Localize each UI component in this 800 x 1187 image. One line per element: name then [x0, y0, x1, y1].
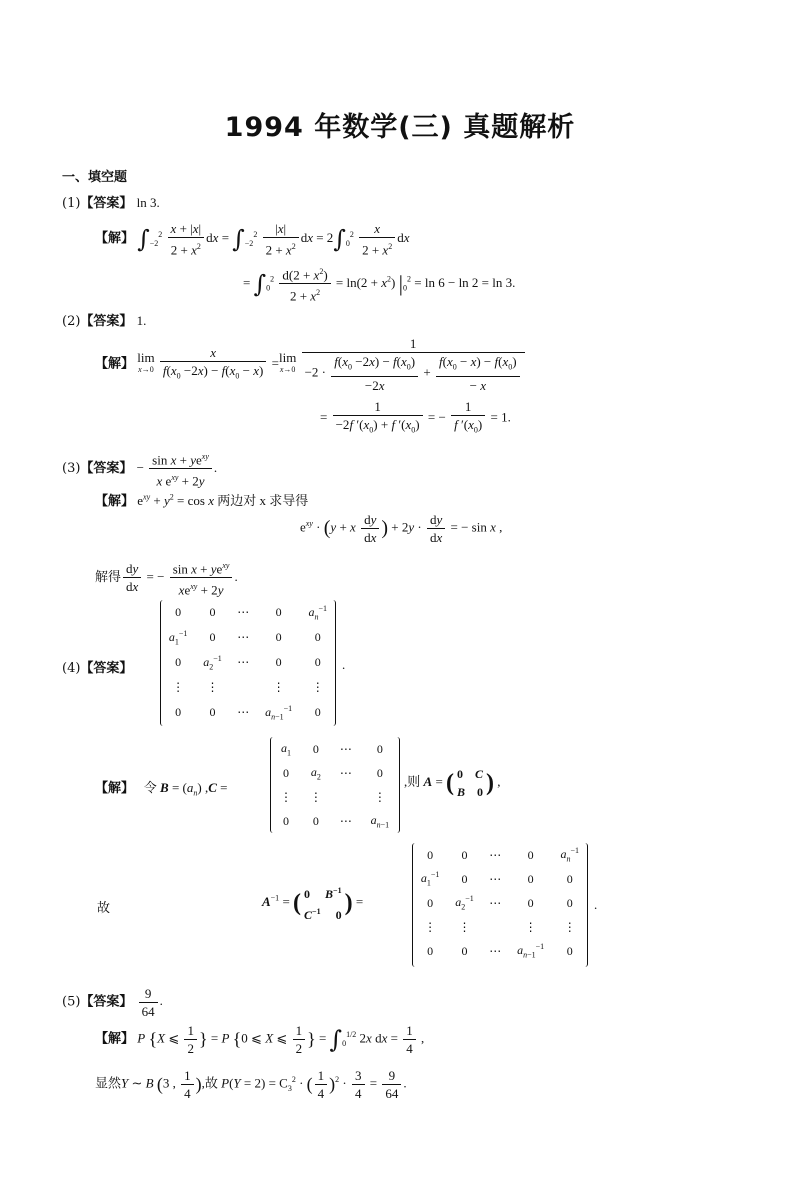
explain-label: 【解】 — [95, 1031, 135, 1047]
q5-obvious-text: 显然 — [95, 1075, 122, 1091]
q4-number: (4) — [62, 661, 81, 676]
q2-explanation-line1: 【解】 lim x→0 $\frac{x}{f(x_0 -2x) - f(x_0 - x)}$ =lim x→0 1 −2 · $\frac{f(x_0 -2x) - f(x_0)}{-2x}$ + $\frac{f(x_0 - x) - f(x_0)}{- x}$ — [95, 335, 527, 394]
q3-number: (3) — [62, 460, 81, 476]
q2-answer-line — [62, 310, 146, 329]
answer-label: 【答案】 — [80, 661, 133, 676]
q1-explanation-line2: = $\int_0^2$ $\frac{d(2 + x^2)}{2 + x^2}$ = $\ln(2 + x^2)$ $|_0^2 = \ln 6 - \ln 2 = \ln 3$. — [243, 263, 515, 305]
answer-label: 【答案】 — [80, 994, 133, 1010]
q3-derive-text: 两边对 x 求导得 — [217, 493, 309, 508]
q4-answer-period: . — [342, 657, 346, 672]
q1-number: (1) — [62, 196, 81, 211]
explain-label: 【解】 — [95, 781, 135, 796]
q4-inverse-period: . — [594, 897, 598, 912]
q4-explanation-block-a: ,则 A = ( 0 C B 0 ) , — [404, 767, 501, 799]
q5-number: (5) — [62, 994, 81, 1010]
q4-let-text: 令 — [143, 780, 157, 795]
section-heading: 一、填空题 — [62, 170, 128, 185]
q1-explanation-line1: 【解】 $\int_{-2}^2$ $\frac{x + |x|}{2 + x^2}$ dx = $\int_{-2}^2$ $\frac{|x|}{2 + x^2}$ dx = $2\int_0^2$ $\frac{x}{2 + x^2}$ dx — [95, 221, 410, 258]
q3-solve-text: 解得 — [95, 568, 122, 584]
q4-matrix-c: $a_1$ 0 ⋯ 0 0 $a_2$ ⋯ 0 ⋮ ⋮ ⋮ 0 0 ⋯ $a_{n-1}$ — [270, 737, 400, 833]
answer-label: 【答案】 — [80, 460, 133, 476]
q4-answer-matrix: 0 0 ⋯ 0 $a_n^{-1}$ $a_1^{-1}$ 0 ⋯ 0 0 0 $a_2^{-1}$ ⋯ 0 0 ⋮ ⋮ ⋮ ⋮ 0 0 ⋯ $a_{n-1}^{-1}$ 0 — [160, 600, 336, 726]
q4-explanation-line1: 【解】 令 $B = (a_n) ,C$ = — [95, 780, 228, 798]
q2-explanation-line2: = $\frac{1}{-2f '(x_0) + f '(x_0)}$ = − $\frac{1}{f '(x_0)}$ = 1. — [320, 399, 511, 435]
q2-number: (2) — [62, 314, 81, 329]
q2-answer: 1. — [136, 313, 147, 328]
q4-then-text: ,则 — [404, 773, 421, 789]
q5-explanation-line1: 【解】 P {X ⩽ $\frac{1}{2}$ } = P {0 ⩽ X ⩽ $\frac{1}{2}$ } = $\int_0^{1/2}$ 2x dx = $\frac{1}{4}$ , — [95, 1023, 425, 1056]
explain-label: 【解】 — [95, 231, 135, 247]
q3-explanation-line3: 解得 $\frac{dy}{dx}$ = − $\frac{\sin x + ye^{xy}}{xe^{xy} + 2y}$ . — [95, 557, 238, 599]
page-title: 1994 年数学(三) 真题解析 — [224, 112, 576, 143]
q1-answer-line — [62, 192, 160, 211]
q5-hence-text: ,故 — [201, 1075, 218, 1091]
q3-explanation-line2: $e^{xy} \cdot (y + x$ $\frac{dy}{dx}$ ) + 2y · $\frac{dy}{dx}$ = − sin x , — [300, 512, 503, 545]
q3-answer-line: (3)【答案】 − $\frac{\sin x + ye^{xy}}{x e^{xy} + 2y}$ . — [62, 448, 217, 490]
q4-answer-line — [62, 657, 132, 676]
explain-label: 【解】 — [95, 356, 135, 372]
q1-answer: ln 3. — [136, 195, 160, 210]
q5-answer-line: (5)【答案】 $\frac{9}{64}$ . — [62, 986, 163, 1019]
q5-explanation-line2: 显然Y ∼ B (3 , $\frac{1}{4}$ ),故 $P(Y = 2) = C_3^2$ · ( $\frac{1}{4}$ )$^2$ · $\frac{3}{4}$ = $\frac{9}{64}$ . — [95, 1068, 407, 1101]
q3-explanation-line1: 【解】 $e^{xy} + y^2 = \cos x$ 两边对 x 求导得 — [95, 492, 309, 509]
q4-inverse-expression: $A^{-1}$ = ( 0 $B^{-1}$ $C^{-1}$ 0 ) = — [262, 886, 364, 922]
explain-label: 【解】 — [95, 494, 135, 509]
answer-label: 【答案】 — [80, 314, 133, 329]
answer-label: 【答案】 — [80, 196, 133, 211]
q4-therefore-text: 故 — [97, 900, 111, 915]
q4-inverse-matrix: 0 0 ⋯ 0 $a_n^{-1}$ $a_1^{-1}$ 0 ⋯ 0 0 0 $a_2^{-1}$ ⋯ 0 0 ⋮ ⋮ ⋮ ⋮ 0 0 ⋯ $a_{n-1}^{-1}$ 0 — [412, 843, 588, 967]
